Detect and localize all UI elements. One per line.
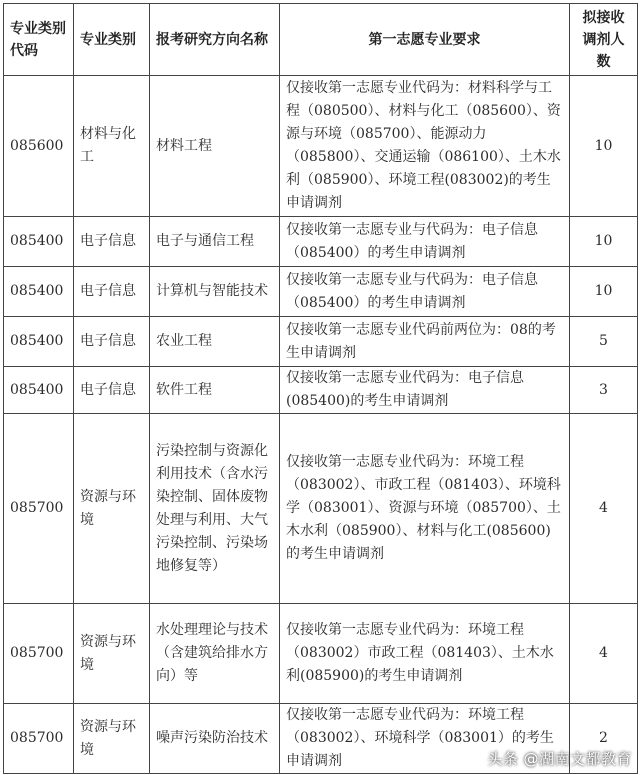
- cell-category: 资源与环境: [74, 704, 150, 774]
- cell-category: 电子信息: [74, 267, 150, 317]
- table-row: [4, 317, 638, 367]
- cell-direction: 污染控制与资源化利用技术（含水污染控制、固体废物处理与利用、大气污染控制、污染场地修复等）: [150, 414, 280, 604]
- cell-code: 085400: [4, 267, 74, 317]
- table-row: [4, 267, 638, 317]
- cell-code: 085700: [4, 704, 74, 774]
- cell-requirement: 仅接收第一志愿专业与代码为：电子信息（085400）的考生申请调剂: [280, 217, 570, 267]
- cell-code: 085400: [4, 367, 74, 414]
- cell-quota: 4: [570, 414, 638, 604]
- header-row: [4, 4, 638, 76]
- cell-quota: 2: [570, 704, 638, 774]
- header-quota: 拟接收调剂人数: [570, 4, 638, 76]
- cell-code: 085700: [4, 604, 74, 704]
- cell-quota: 5: [570, 317, 638, 367]
- cell-code: 085400: [4, 317, 74, 367]
- cell-direction: 水处理理论与技术（含建筑给排水方向）等: [150, 604, 280, 704]
- cell-direction: 材料工程: [150, 76, 280, 217]
- cell-requirement: 仅接收第一志愿专业代码为：电子信息(085400)的考生申请调剂: [280, 367, 570, 414]
- cell-quota: 10: [570, 76, 638, 217]
- adjustment-table: [3, 3, 638, 774]
- cell-direction: 电子与通信工程: [150, 217, 280, 267]
- cell-requirement: 仅接收第一志愿专业代码为：材料科学与工程（080500）、材料与化工（085600）、资源与环境（085700）、能源动力（085800）、交通运输（086100）、土木水利（085900）、环境工程(083002)的考生申请调剂: [280, 76, 570, 217]
- cell-requirement: 仅接收第一志愿专业代码为：环境工程（083002）市政工程（081403）、土木水利(085900)的考生申请调剂: [280, 604, 570, 704]
- cell-code: 085600: [4, 76, 74, 217]
- cell-code: 085700: [4, 414, 74, 604]
- header-requirement: 第一志愿专业要求: [280, 4, 570, 76]
- watermark: 头条 @湖南文都教育: [487, 750, 632, 768]
- cell-requirement: 仅接收第一志愿专业代码为：环境工程（083002）、环境科学（083001）的考生申请调剂: [280, 704, 570, 774]
- cell-requirement: 仅接收第一志愿专业与代码为：电子信息（085400）的考生申请调剂: [280, 267, 570, 317]
- cell-direction: 计算机与智能技术: [150, 267, 280, 317]
- cell-category: 电子信息: [74, 367, 150, 414]
- cell-quota: 4: [570, 604, 638, 704]
- table-row: [4, 76, 638, 217]
- cell-direction: 软件工程: [150, 367, 280, 414]
- cell-category: 材料与化工: [74, 76, 150, 217]
- cell-category: 资源与环境: [74, 604, 150, 704]
- header-code: 专业类别代码: [4, 4, 74, 76]
- table-row: [4, 414, 638, 604]
- cell-direction: 噪声污染防治技术: [150, 704, 280, 774]
- table-row: [4, 367, 638, 414]
- cell-quota: 3: [570, 367, 638, 414]
- table-row: [4, 217, 638, 267]
- cell-category: 资源与环境: [74, 414, 150, 604]
- header-category: 专业类别: [74, 4, 150, 76]
- cell-quota: 10: [570, 217, 638, 267]
- cell-requirement: 仅接收第一志愿专业代码为：环境工程（083002）、市政工程（081403）、环境科学（083001）、资源与环境（085700）、土木水利（085900）、材料与化工(085600)的考生申请调剂: [280, 414, 570, 604]
- cell-category: 电子信息: [74, 217, 150, 267]
- cell-code: 085400: [4, 217, 74, 267]
- cell-requirement: 仅接收第一志愿专业代码前两位为：08的考生申请调剂: [280, 317, 570, 367]
- cell-direction: 农业工程: [150, 317, 280, 367]
- cell-category: 电子信息: [74, 317, 150, 367]
- header-direction: 报考研究方向名称: [150, 4, 280, 76]
- table-row: [4, 604, 638, 704]
- cell-quota: 10: [570, 267, 638, 317]
